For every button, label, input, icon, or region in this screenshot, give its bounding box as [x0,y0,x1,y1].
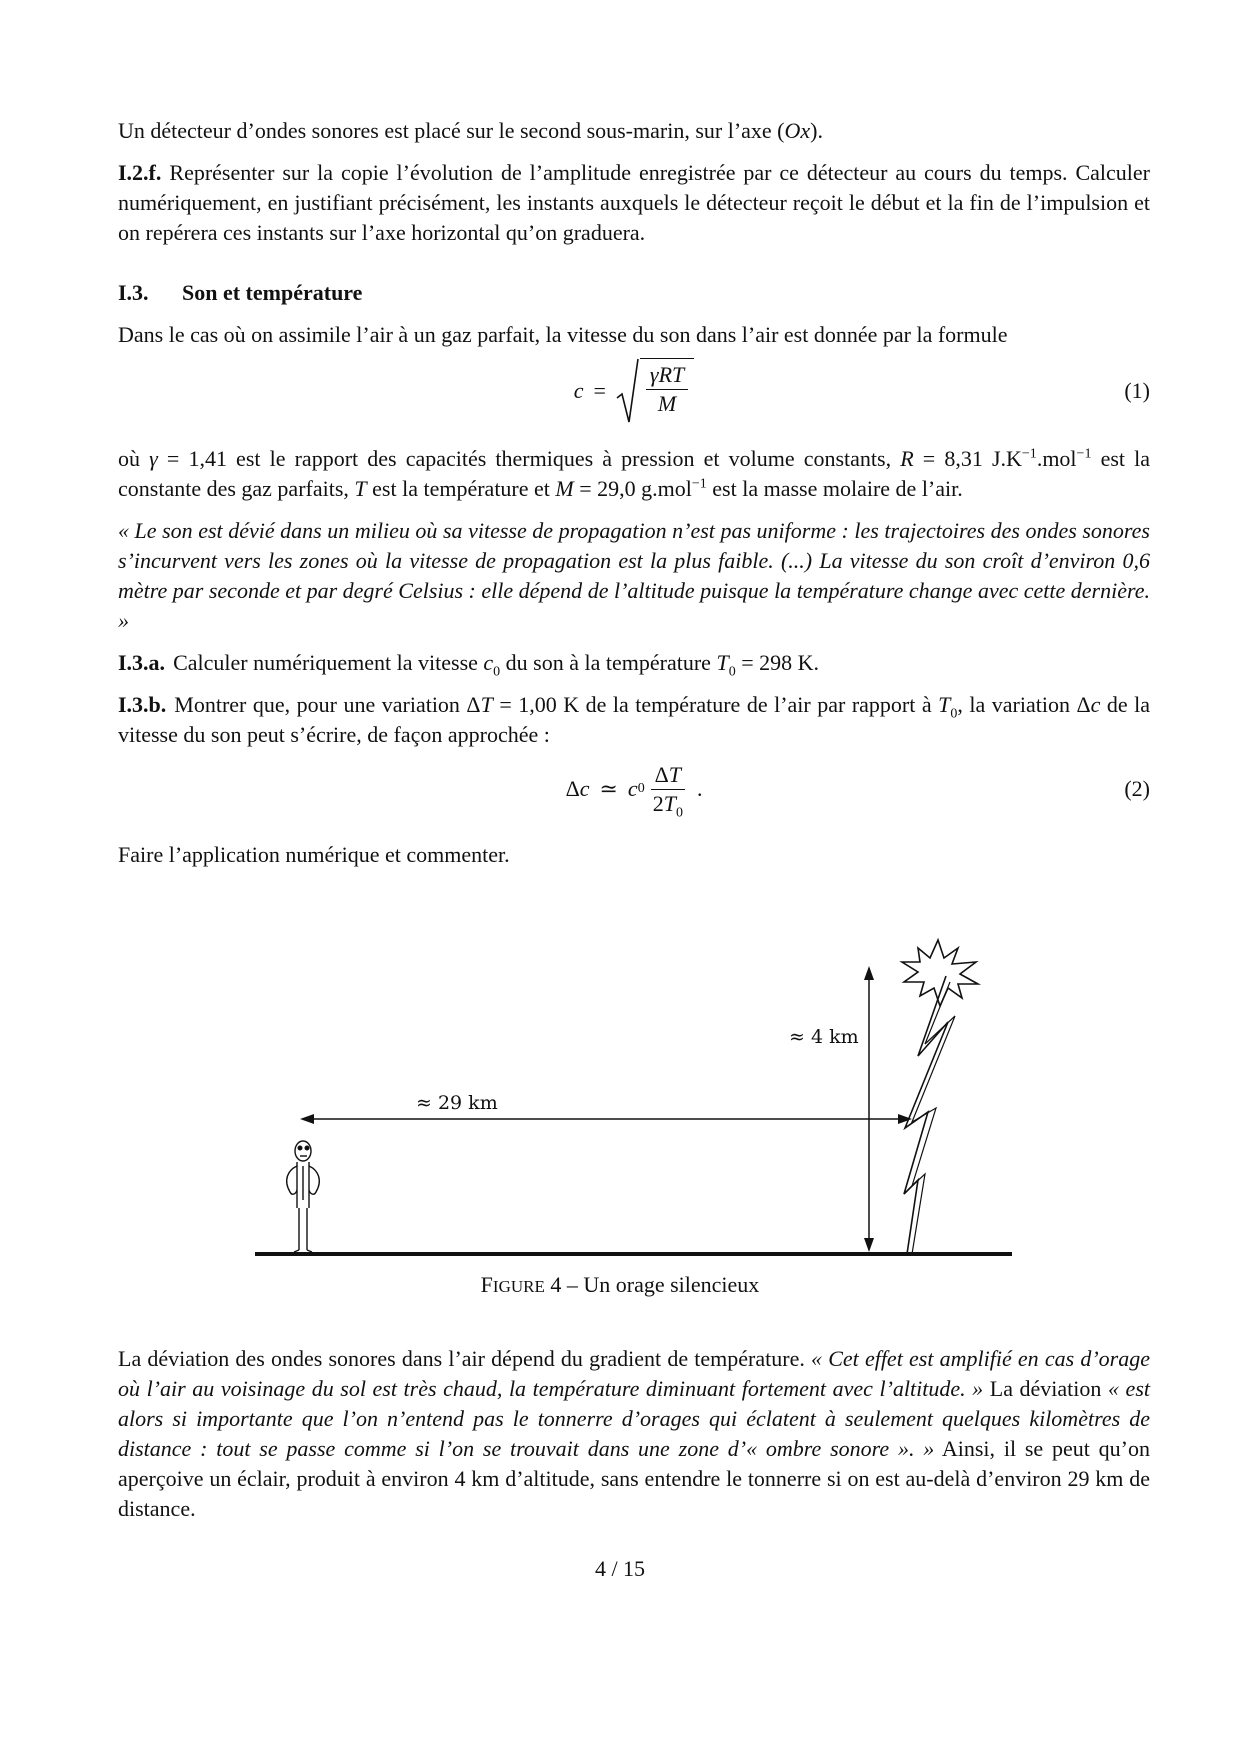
figure-caption: FIGURE 4 – Un orage silencieux [480,1272,760,1297]
eq1-denominator: M [657,391,677,416]
equation-2: Δ c ≃ c 0 $\frac{\Delta T}{2T_0}$ . (2) [118,750,1150,828]
person-icon [287,1141,320,1252]
constants-paragraph: où γ = 1,41 est le rapport des capacités thermiques à pression et volume constants, R = 8,31 $J.K^{-1}.mol^{-1}$ est la constante des gaz parfaits, T est la température et M = 29,0 g.mol$^{-1}$ est la masse molaire de l’air. [118,446,1151,501]
quote-paragraph: « Le son est dévié dans un milieu où sa vitesse de propagation n’est pas uniforme : les trajectoires des ondes sonores s’incurvent vers les zones où la vitesse de propagation est la plus faible. (...) La vitesse du son croît d’environ 0,6 mètre par seconde et par degré Celsius : elle dépend de l’altitude puisque la température change avec cette dernière. » [118,518,1150,633]
question-text: Représenter sur la copie l’évolution de l’amplitude enregistrée par ce détecteur au cours du temps. Calculer numériquement, en justifiant précisément, les instants auxquels le détecteur reçoit le début et la fin de l’impulsion et on repérera ces instants sur l’axe horizontal qu’on graduera. [118,160,1150,245]
axis-variable: Ox [784,118,811,143]
burst-icon [902,940,978,1006]
eq1-numerator: γRT [646,361,688,390]
final-paragraph: La déviation des ondes sonores dans l’air dépend du gradient de température. « Cet effet est amplifié en cas d’orage où l’air au voisinage du sol est très chaud, la température diminuant fortement avec l’altitude. » La déviation « est alors si importante que l’on n’entend pas le tonnerre d’orages qui éclatent à seulement quelques kilomètres de distance : tout se passe comme si l’on se trouvait dans une zone d’« ombre sonore ». » Ainsi, il se peut qu’on aperçoive un éclair, produit à environ 4 km d’altitude, sans entendre le tonnerre si on est au-delà d’environ 29 km de distance. [118,1346,1151,1521]
lightning-bolt-icon [904,976,955,1254]
equation-1: c = $\frac{\text{γRT}}{M}$ (1) [118,350,1150,432]
apply-instruction: Faire l’application numérique et commenter. [118,842,510,867]
distance-arrow [300,1114,912,1124]
final-section [118,1344,1150,1524]
intro-text: Un détecteur d’ondes sonores est placé sur le second sous-marin, sur l’axe ( [118,118,785,143]
section-number: I.3. [118,280,149,305]
question-id: I.3.a. [118,650,166,675]
equation-number: (1) [1124,378,1150,403]
formula-intro: Dans le cas où on assimile l’air à un gaz parfait, la vitesse du son dans l’air est donnée par la formule [118,322,1008,347]
intro-text-end: ). [810,118,823,143]
question-id: I.3.b. [118,692,167,717]
distance-label: ≈ 29 km [416,1092,498,1114]
altitude-label: ≈ 4 km [789,1026,859,1048]
page-number: 4 / 15 [594,1556,646,1581]
gamma-symbol: γ [149,446,158,471]
altitude-arrow [864,966,874,1252]
equation-number: (2) [1124,776,1150,801]
question-i3b: I.3.b. Montrer que, pour une variation ΔT = 1,00 K de la température de l’air par rapport à $T_0$, la variation Δc de la vitesse du son peut s’écrire, de façon approchée : [118,692,1150,747]
question-i3a: I.3.a. Calculer numériquement la vitesse $c_0$ du son à la température $T_0 = 298$ K. [118,650,819,680]
eq1-lhs: c [573,378,584,403]
section-title: Son et température [182,280,363,305]
eq2-fraction: $\frac{\Delta T}{2T_0}$ [649,761,687,818]
question-id: I.2.f. [118,160,162,185]
